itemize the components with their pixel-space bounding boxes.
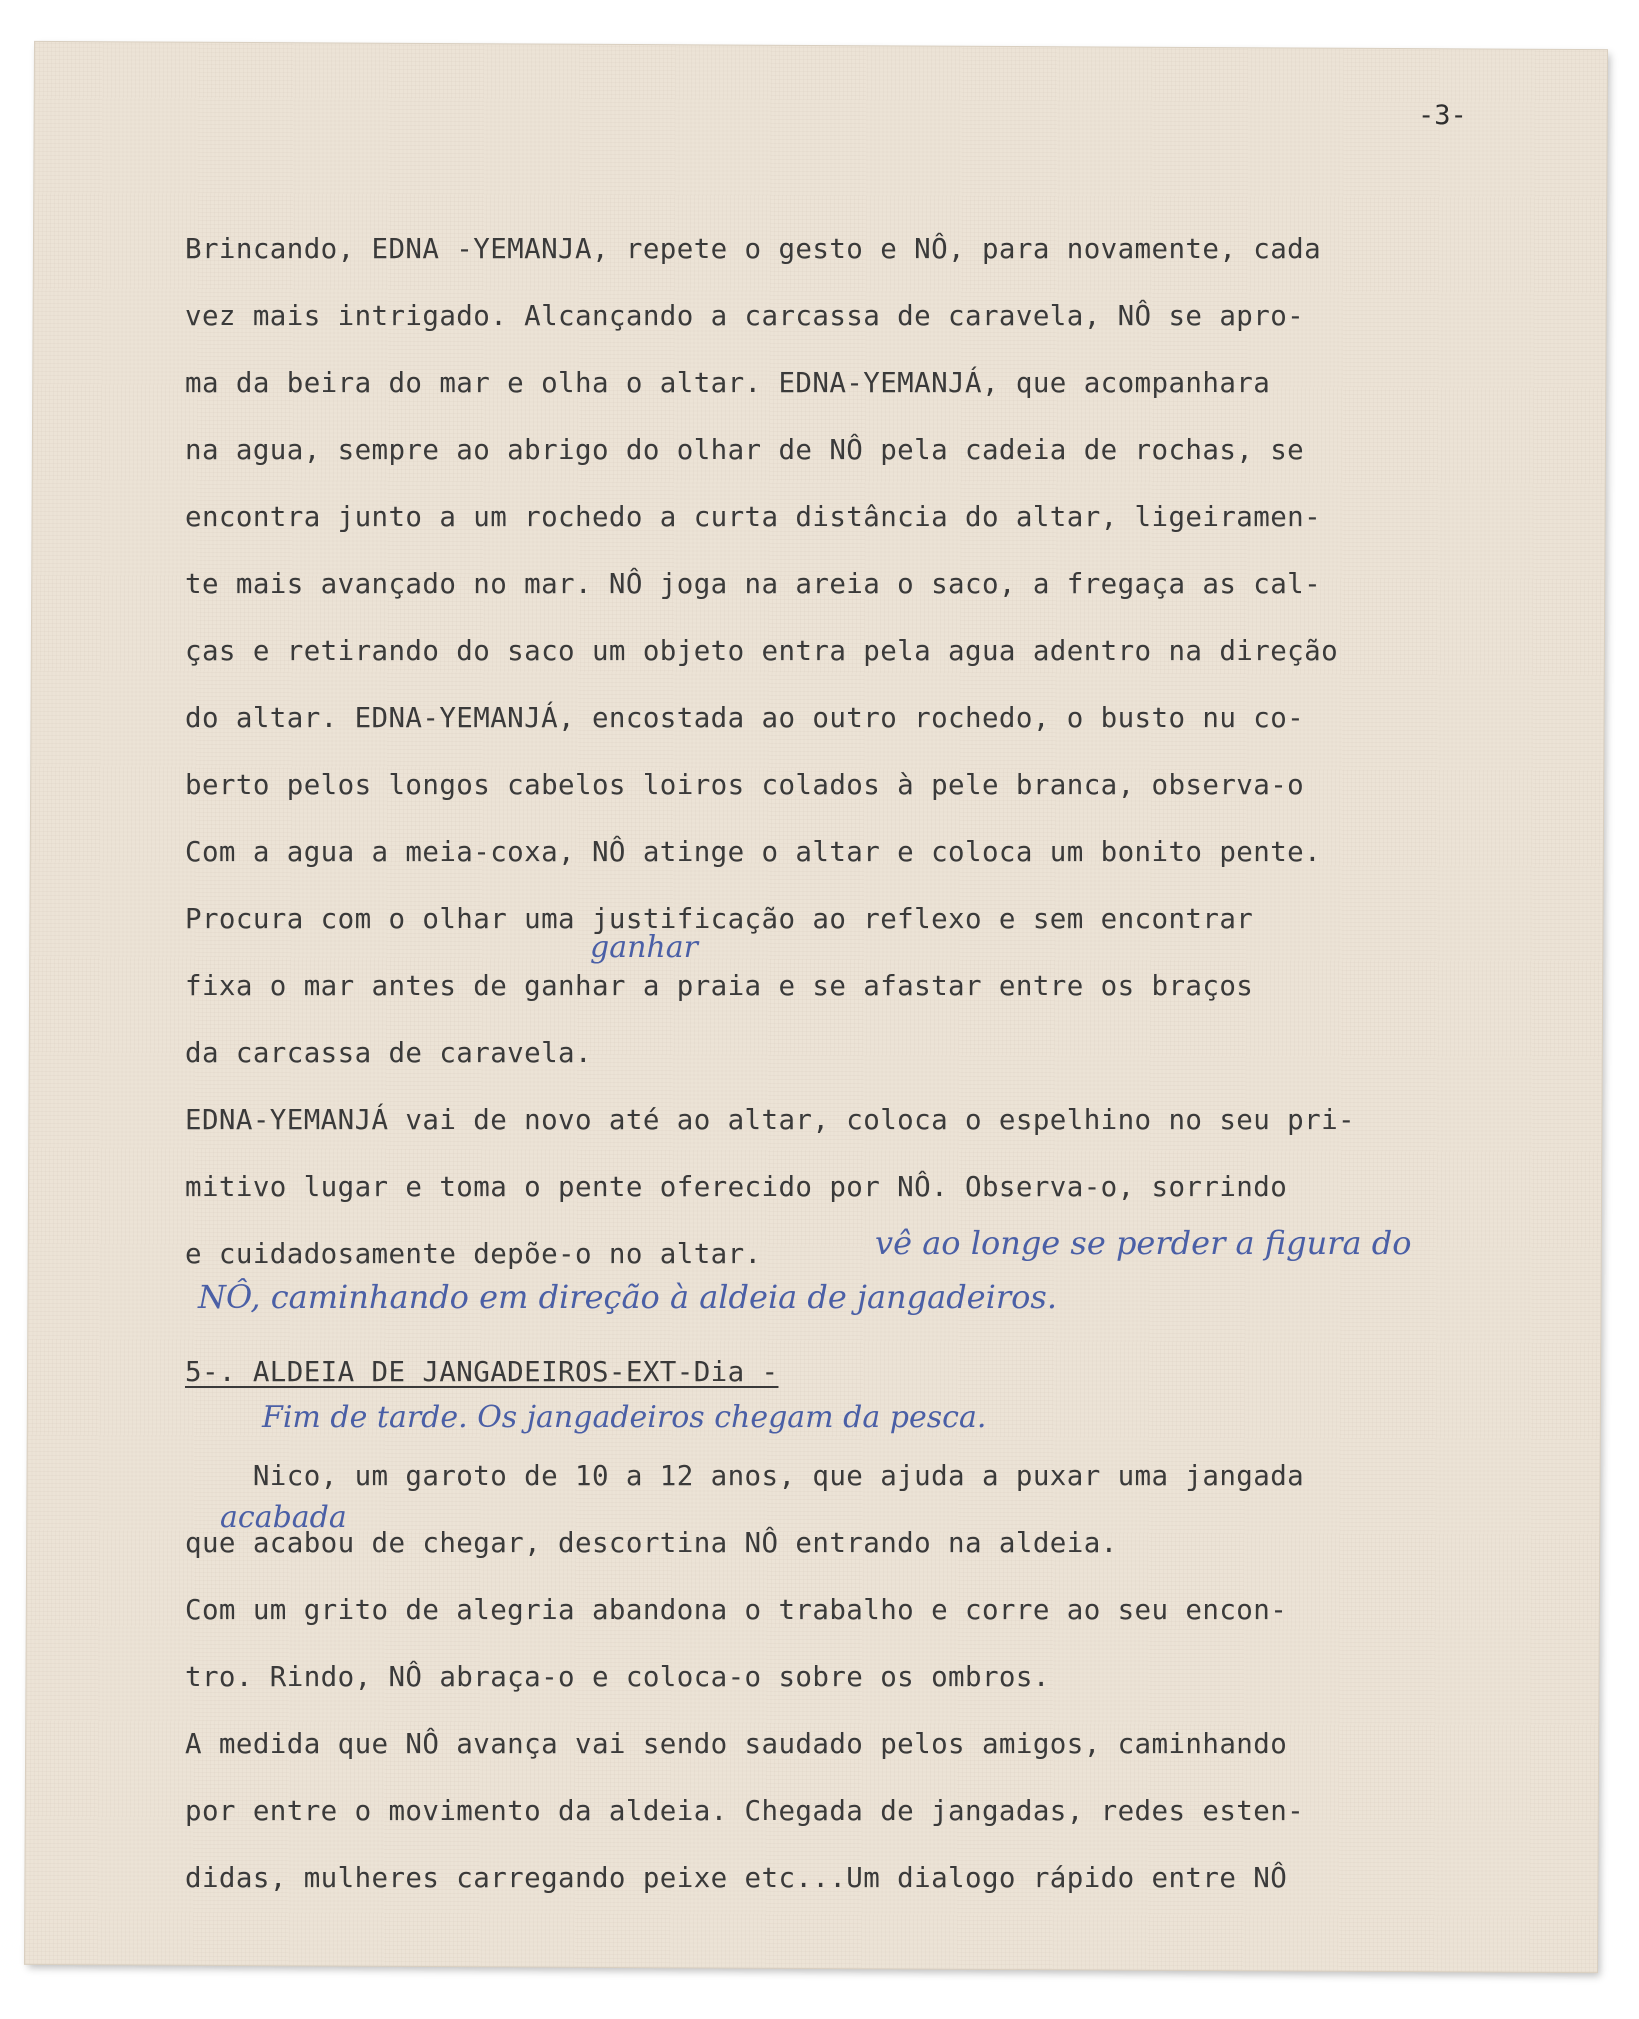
- typed-line: EDNA-YEMANJÁ vai de novo até ao altar, coloca o espelhino no seu pri-: [185, 1104, 1355, 1136]
- typed-line: Brincando, EDNA -YEMANJA, repete o gesto e NÔ, para novamente, cada: [185, 233, 1322, 265]
- typed-line: fixa o mar antes de ganhar a praia e se afastar entre os braços: [185, 970, 1254, 1002]
- scene-heading: 5-. ALDEIA DE JANGADEIROS-EXT-Dia -: [185, 1356, 779, 1388]
- typed-line: da carcassa de caravela.: [185, 1037, 592, 1069]
- typed-line: que acabou de chegar, descortina NÔ entrando na aldeia.: [185, 1527, 1118, 1559]
- typed-line: Procura com o olhar uma justificação ao reflexo e sem encontrar: [185, 903, 1254, 935]
- typed-line: tro. Rindo, NÔ abraça-o e coloca-o sobre os ombros.: [185, 1661, 1050, 1693]
- typed-line: Com um grito de alegria abandona o trabalho e corre ao seu encon-: [185, 1594, 1288, 1626]
- typed-line: encontra junto a um rochedo a curta distância do altar, ligeiramen-: [185, 501, 1322, 533]
- handwritten-correction-acabada: acabada: [220, 1500, 347, 1535]
- typed-line: Com a agua a meia-coxa, NÔ atinge o altar e coloca um bonito pente.: [185, 836, 1322, 868]
- typed-line: Nico, um garoto de 10 a 12 anos, que ajuda a puxar uma jangada: [185, 1460, 1305, 1492]
- handwritten-correction-ganhar: ganhar: [590, 930, 698, 965]
- typed-line: ma da beira do mar e olha o altar. EDNA-YEMANJÁ, que acompanhara: [185, 367, 1271, 399]
- typed-line: berto pelos longos cabelos loiros colados à pele branca, observa-o: [185, 769, 1305, 801]
- page-number: -3-: [1418, 100, 1467, 131]
- typed-line: e cuidadosamente depõe-o no altar.: [185, 1238, 762, 1270]
- typed-line: A medida que NÔ avança vai sendo saudado pelos amigos, caminhando: [185, 1728, 1288, 1760]
- handwritten-note-line: vê ao longe se perder a figura do: [875, 1224, 1412, 1262]
- typed-line: na agua, sempre ao abrigo do olhar de NÔ pela cadeia de rochas, se: [185, 434, 1305, 466]
- typed-line: didas, mulheres carregando peixe etc...Um dialogo rápido entre NÔ: [185, 1862, 1288, 1894]
- typed-line: vez mais intrigado. Alcançando a carcassa de caravela, NÔ se apro-: [185, 300, 1305, 332]
- typed-line: mitivo lugar e toma o pente oferecido por NÔ. Observa-o, sorrindo: [185, 1171, 1288, 1203]
- typed-line: por entre o movimento da aldeia. Chegada de jangadas, redes esten-: [185, 1795, 1305, 1827]
- typed-line: te mais avançado no mar. NÔ joga na areia o saco, a fregaça as cal-: [185, 568, 1322, 600]
- typed-line: do altar. EDNA-YEMANJÁ, encostada ao outro rochedo, o busto nu co-: [185, 702, 1305, 734]
- handwritten-scene-note: Fim de tarde. Os jangadeiros chegam da pesca.: [262, 1400, 987, 1435]
- typed-line: ças e retirando do saco um objeto entra pela agua adentro na direção: [185, 635, 1339, 667]
- handwritten-note-line: NÔ, caminhando em direção à aldeia de jangadeiros.: [198, 1278, 1057, 1316]
